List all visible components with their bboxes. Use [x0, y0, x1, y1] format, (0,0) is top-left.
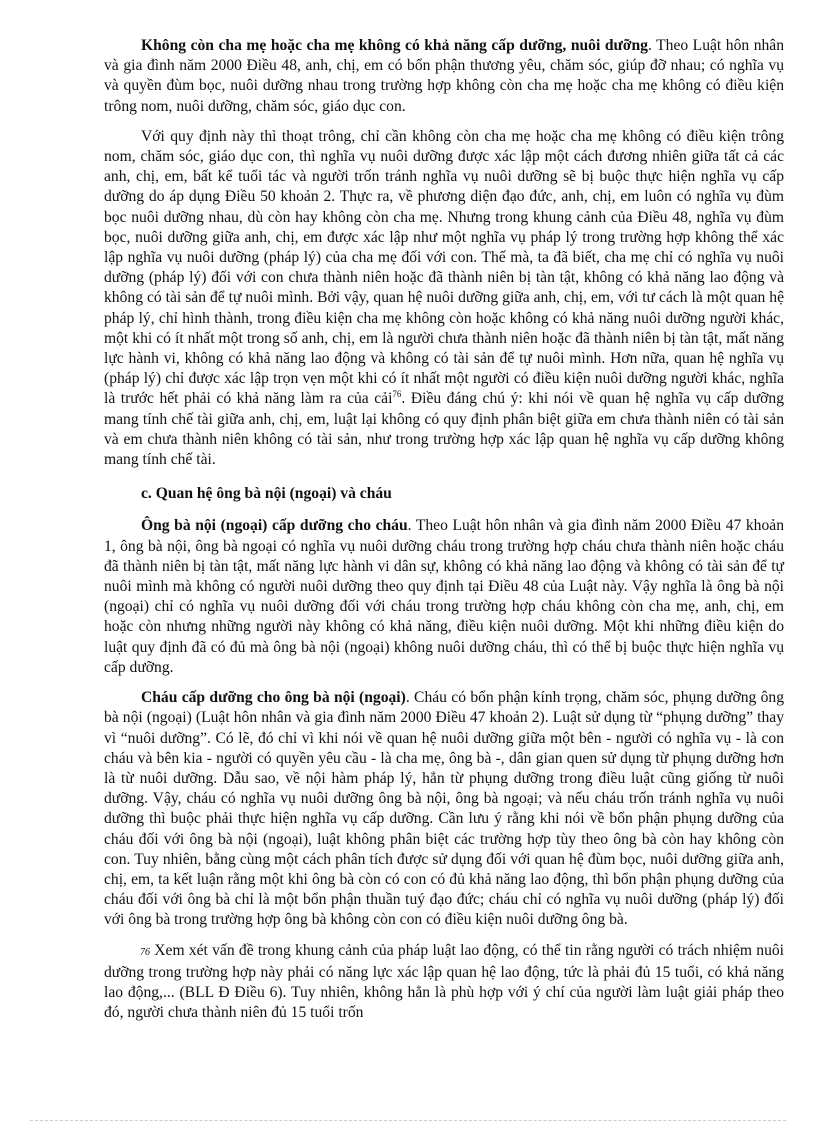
- paragraph-lead: Ông bà nội (ngoại) cấp dưỡng cho cháu: [141, 517, 408, 535]
- paragraph-body: . Cháu có bổn phận kính trọng, chăm sóc, phụng dưỡng ông bà nội (ngoại) (Luật hôn nhân và gia đình năm 2000 Điều 47 khoản 2). Luật sử dụng từ “phụng dưỡng” thay vì “nuôi dưỡng”. Có lẽ, đó chỉ vì khi nói về quan hệ nuôi dưỡng giữa một bên - người có nghĩa vụ - là con cháu và bên kia - người có quyền yêu cầu - là cha mẹ, ông bà -, dân gian quen sử dụng từ phụng dưỡng hơn là từ nuôi dưỡng. Dẫu sao, về nội hàm pháp lý, hẳn từ phụng dưỡng trong điều luật cũng giống từ nuôi dưỡng. Vậy, cháu có nghĩa vụ nuôi dưỡng ông bà nội, ông bà ngoại; và nếu cháu trốn tránh nghĩa vụ nuôi dưỡng thì buộc phải thực hiện nghĩa vụ cấp dưỡng. Cần lưu ý rằng khi nói về bổn phận phụng dưỡng của cháu đối với ông bà nội (ngoại), luật không phân biệt các trường hợp tùy theo ông bà còn hay không còn con. Tuy nhiên, bằng cùng một cách phân tích được sử dụng đối với quan hệ đùm bọc, nuôi dưỡng giữa anh, chị, em, ta kết luận rằng một khi ông bà còn có con có đủ khả năng lao động, thì bổn phận phụng dưỡng của cháu đối với ông bà chỉ là một bổn phận thuần tuý đạo đức; cháu chỉ có nghĩa vụ nuôi dưỡng (pháp lý) đối với ông bà trong trường hợp ông bà không còn con có điều kiện nuôi dưỡng ông bà.: [104, 689, 784, 929]
- paragraph-siblings-analysis: [104, 127, 784, 470]
- footnotes: [104, 941, 784, 1024]
- paragraph-body: . Theo Luật hôn nhân và gia đình năm 2000 Điều 48, anh, chị, em có bổn phận thương yêu, chăm sóc, giúp đỡ nhau; có nghĩa vụ và quyền đùm bọc, nuôi dưỡng nhau trong trường hợp không còn cha mẹ hoặc cha mẹ không có điều kiện trông nom, nuôi dưỡng, chăm sóc, giáo dục con.: [104, 37, 784, 115]
- paragraph-lead: Cháu cấp dưỡng cho ông bà nội (ngoại): [141, 689, 406, 707]
- paragraph-grandchild-support: [104, 688, 784, 930]
- footnote: [104, 941, 784, 1024]
- page-break-divider: [30, 1120, 786, 1121]
- paragraph-body-continued: . Điều đáng chú ý: khi nói về quan hệ nghĩa vụ cấp dưỡng mang tính chế tài giữa anh, chị, em, luật lại không có quy định phân biệt giữa em chưa thành niên có tài sản và em chưa thành niên không có tài sản, như trong trường hợp xác lập quan hệ nghĩa vụ cấp dưỡng không mang tính chế tài.: [104, 390, 784, 469]
- footnote-ref[interactable]: 76: [392, 389, 402, 400]
- paragraph-siblings-duty: [104, 36, 784, 117]
- footnote-text: Xem xét vấn đề trong khung cảnh của pháp luật lao động, có thể tin rằng người có trách nhiệm nuôi dưỡng trong trường hợp này phải có năng lực xác lập quan hệ lao động, tức là phải đủ 15 tuổi, có khả năng lao động,... (BLL Đ Điều 6). Tuy nhiên, không hẳn là phù hợp với ý chí của người làm luật giải pháp theo đó, người chưa thành niên đủ 15 tuổi trốn: [104, 941, 784, 1022]
- paragraph-body: . Theo Luật hôn nhân và gia đình năm 2000 Điều 47 khoản 1, ông bà nội, ông bà ngoại có nghĩa vụ nuôi dưỡng cháu trong trường hợp cháu chưa thành niên hoặc cháu đã thành niên bị tàn tật, mất năng lực hành vi dân sự, không có khả năng lao động và không có tài sản để tự nuôi mình mà không có người nuôi dưỡng theo quy định tại Điều 48 của Luật này. Vậy nghĩa là ông bà nội (ngoại) chỉ có nghĩa vụ nuôi dưỡng đối với cháu trong trường hợp cháu không còn cha mẹ, anh, chị, em hoặc còn nhưng những người này không có khả năng, điều kiện nuôi dưỡng. Một khi những điều kiện do luật quy định đã có đủ mà ông bà nội (ngoại) không nuôi dưỡng cháu, thì có thể bị buộc thực hiện nghĩa vụ cấp dưỡng.: [104, 517, 784, 676]
- footnote-number: 76: [140, 946, 150, 958]
- paragraph-lead: Không còn cha mẹ hoặc cha mẹ không có khả năng cấp dưỡng, nuôi dưỡng: [141, 37, 648, 54]
- section-heading-grandparents: c. Quan hệ ông bà nội (ngoại) và cháu: [141, 485, 392, 503]
- paragraph-grandparents-support: [104, 516, 784, 678]
- paragraph-body: Với quy định này thì thoạt trông, chỉ cần không còn cha mẹ hoặc cha mẹ không có điều kiện trông nom, chăm sóc, giáo dục con, thì nghĩa vụ nuôi dưỡng được xác lập một cách đương nhiên giữa tất cả các anh, chị, em, bất kể tuổi tác và người trốn tránh nghĩa vụ nuôi dưỡng sẽ bị buộc thực hiện nghĩa vụ cấp dưỡng do áp dụng Điều 50 khoản 2. Thực ra, về phương diện đạo đức, anh, chị, em luôn có nghĩa vụ đùm bọc nuôi dưỡng nhau, dù còn hay không còn cha mẹ. Nhưng trong khung cảnh của Điều 48, nghĩa vụ đùm bọc, nuôi dưỡng giữa anh, chị, em được xác lập như một nghĩa vụ pháp lý trong trường hợp không thể xác lập nghĩa vụ nuôi dưỡng (pháp lý) của cha mẹ đối với con. Thế mà, ta đã biết, cha mẹ chỉ có nghĩa vụ nuôi dưỡng (pháp lý) đối với con chưa thành niên hoặc đã thành niên bị tàn tật, không có khả năng lao động và không có tài sản để tự nuôi mình. Bởi vậy, quan hệ nuôi dưỡng giữa anh, chị, em, với tư cách là một quan hệ pháp lý, chỉ hình thành, trong điều kiện cha mẹ không còn hoặc không có khả năng nuôi dưỡng người khác, một khi có ít nhất một trong số anh, chị, em là người chưa thành niên hoặc đã thành niên bị tàn tật, mất năng lực hành vi, không có khả năng lao động và không có tài sản để tự nuôi mình. Hơn nữa, quan hệ nghĩa vụ (pháp lý) chỉ được xác lập trọn vẹn một khi có ít nhất một người có điều kiện nuôi dưỡng người khác, nghĩa là trước hết phải có khả năng làm ra của cải: [104, 127, 784, 408]
